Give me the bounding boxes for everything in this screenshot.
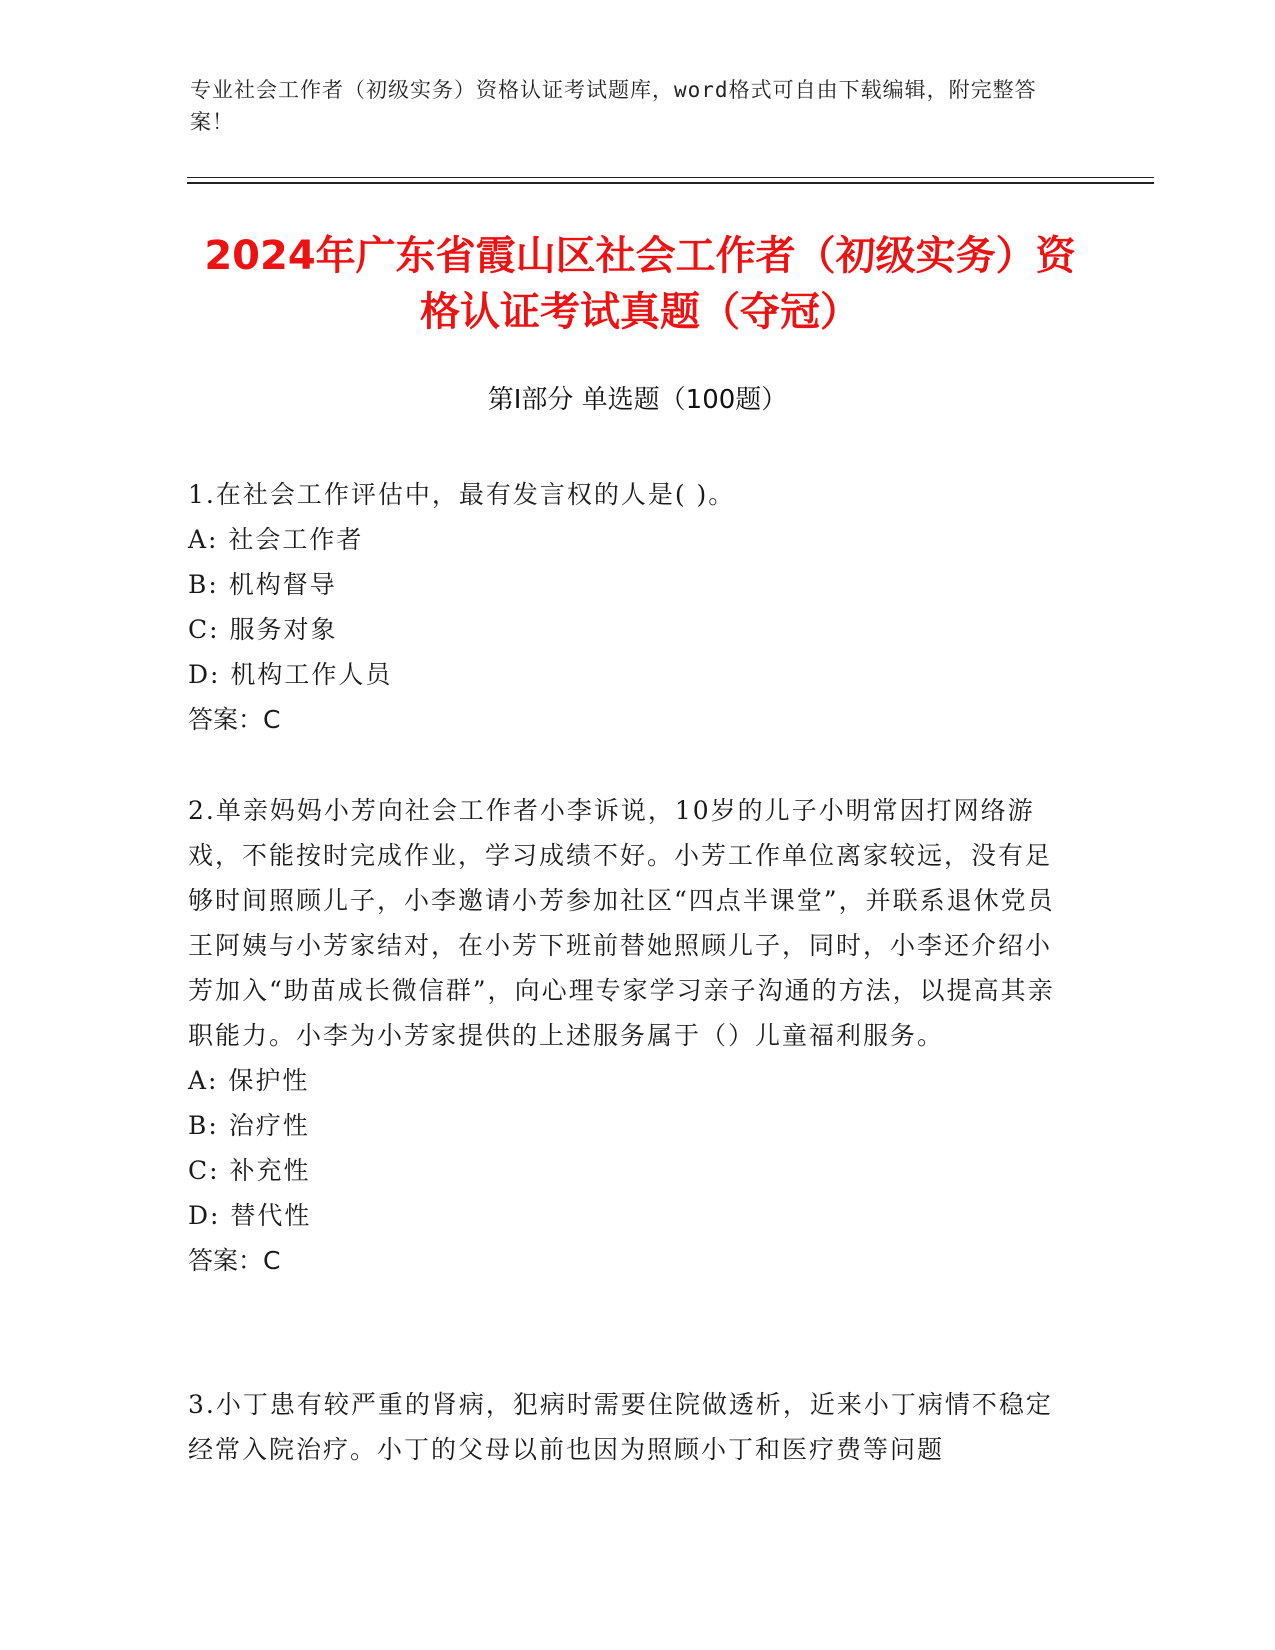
question-3 [188,1382,1068,1472]
answer: 答案：C [188,705,281,734]
option-b: B: 治疗性 [188,1111,310,1140]
option-a: A: 保护性 [188,1066,310,1095]
option-c: C: 服务对象 [188,615,338,644]
question-stem: 3.小丁患有较严重的肾病，犯病时需要住院做透析，近来小丁病情不稳定经常入院治疗。小丁的父母以前也因为照顾小丁和医疗费等问题 [188,1390,1053,1464]
question-stem: 2.单亲妈妈小芳向社会工作者小李诉说，10岁的儿子小明常因打网络游戏，不能按时完成作业，学习成绩不好。小芳工作单位离家较远，没有足够时间照顾儿子，小李邀请小芳参加社区“四点半课堂”，并联系退休党员王阿姨与小芳家结对，在小芳下班前替她照顾儿子，同时，小李还介绍小芳加入“助苗成长微信群”，向心理专家学习亲子沟通的方法，以提高其亲职能力。小李为小芳家提供的上述服务属于（）儿童福利服务。 [188,796,1055,1050]
document-title: 2024年广东省霞山区社会工作者（初级实务）资格认证考试真题（夺冠） [204,233,1076,335]
header-divider-thick [187,182,1154,184]
question-stem: 1.在社会工作评估中，最有发言权的人是( )。 [188,480,736,509]
answer: 答案：C [188,1246,281,1275]
option-d: D: 机构工作人员 [188,660,393,689]
section-title: 第Ⅰ部分 单选题（100题） [487,385,788,415]
question-2 [188,788,1068,1283]
option-d: D: 替代性 [188,1201,312,1230]
option-b: B: 机构督导 [188,570,337,599]
option-c: C: 补充性 [188,1156,311,1185]
header-note: 专业社会工作者（初级实务）资格认证考试题库，word格式可自由下载编辑，附完整答案！ [190,78,1037,134]
question-1 [188,472,1068,742]
option-a: A: 社会工作者 [188,525,364,554]
header-divider-thin [187,177,1154,178]
